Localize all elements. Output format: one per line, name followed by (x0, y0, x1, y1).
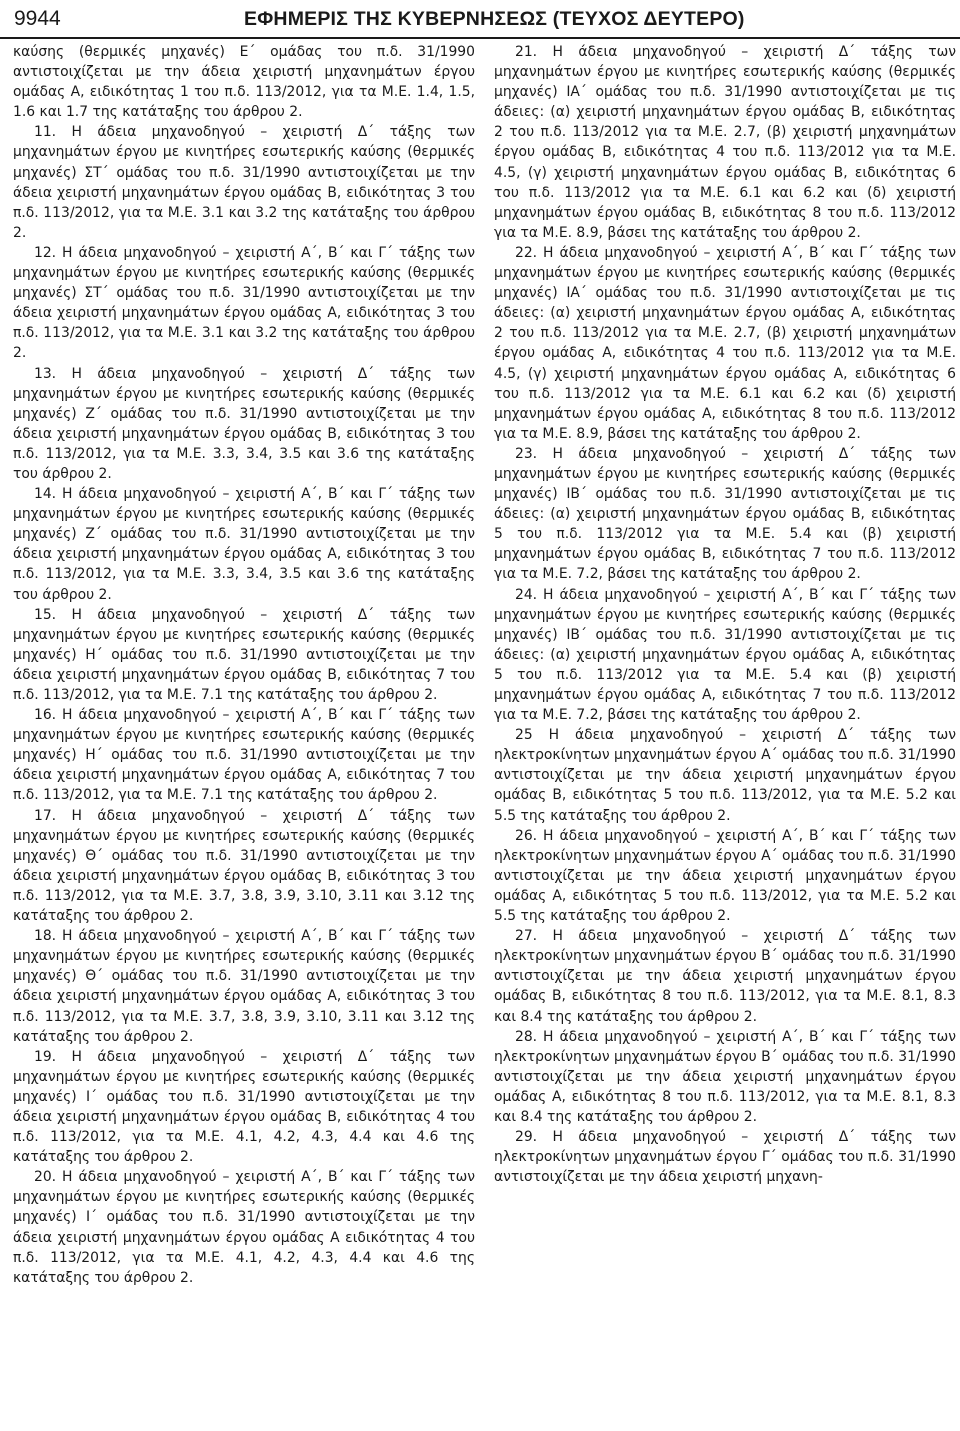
page-number: 9944 (14, 7, 61, 30)
right-column (494, 42, 956, 1187)
paragraph: 15. Η άδεια μηχανοδηγού – χειριστή Δ΄ τάξης των μηχανημάτων έργου με κινητήρες εσωτερικής καύσης (θερμικές μηχανές) Η΄ ομάδας του π.δ. 31/1990 αντιστοιχίζεται με την άδεια χειριστή μηχανημάτων έργου ομάδας Β, ειδικότητας 7 του π.δ. 113/2012, για τα Μ.Ε. 7.1 της κατάταξης του άρθρου 2. (13, 606, 475, 703)
paragraph: 24. Η άδεια μηχανοδηγού – χειριστή Α΄, Β΄ και Γ΄ τάξης των μηχανημάτων έργου με κινητήρες εσωτερικής καύσης (θερμικές μηχανές) ΙΒ΄ ομάδας του π.δ. 31/1990 αντιστοιχίζεται με τις άδειες: (α) χειριστή μηχανημάτων έργου ομάδας Α, ειδικότητας 5 του π.δ. 113/2012 για τα Μ.Ε. 5.4 και (β) χειριστή μηχανημάτων έργου ομάδας Α, ειδικότητας 7 του π.δ. 113/2012 για τα Μ.Ε. 7.2, βάσει της κατάταξης του άρθρου 2. (494, 586, 956, 724)
paragraph: 22. Η άδεια μηχανοδηγού – χειριστή Α΄, Β΄ και Γ΄ τάξης των μηχανημάτων έργου με κινητήρες εσωτερικής καύσης (θερμικές μηχανές) ΙΑ΄ ομάδας του π.δ. 31/1990 αντιστοιχίζεται με τις άδειες: (α) χειριστή μηχανημάτων έργου ομάδας Α, ειδικότητας 2 του π.δ. 113/2012 για τα Μ.Ε. 2.7, (β) χειριστή μηχανημάτων έργου ομάδας Α, ειδικότητας 4 του π.δ. 113/2012 για τα Μ.Ε. 4.5, (γ) χειριστή μηχανημάτων έργου ομάδας Α, ειδικότητας 6 του π.δ. 113/2012 για τα Μ.Ε. 6.1 και 6.2 και (δ) χειριστή μηχανημάτων έργου ομάδας Α, ειδικότητας 8 του π.δ. 113/2012 για τα Μ.Ε. 8.9, βάσει της κατάταξης του άρθρου 2. (494, 244, 956, 442)
paragraph: 26. Η άδεια μηχανοδηγού – χειριστή Α΄, Β΄ και Γ΄ τάξης των ηλεκτροκίνητων μηχανημάτων έργου Α΄ ομάδας του π.δ. 31/1990 αντιστοιχίζεται με την άδεια χειριστή μηχανημάτων έργου ομάδας Α, ειδικότητας 5 του π.δ. 113/2012, για τα Μ.Ε. 5.2 και 5.5 της κατάταξης του άρθρου 2. (494, 827, 956, 925)
paragraph: 14. Η άδεια μηχανοδηγού – χειριστή Α΄, Β΄ και Γ΄ τάξης των μηχανημάτων έργου με κινητήρες εσωτερικής καύσης (θερμικές μηχανές) Ζ΄ ομάδας του π.δ. 31/1990 αντιστοιχίζεται με την άδεια χειριστή μηχανημάτων έργου ομάδας Α, ειδικότητας 3 του π.δ. 113/2012, για τα Μ.Ε. 3.3, 3.4, 3.5 και 3.6 της κατάταξης του άρθρου 2. (13, 486, 475, 603)
page-header (14, 2, 946, 36)
paragraph: 20. Η άδεια μηχανοδηγού – χειριστή Α΄, Β΄ και Γ΄ τάξης των μηχανημάτων έργου με κινητήρες εσωτερικής καύσης (θερμικές μηχανές) Ι΄ ομάδας του π.δ. 31/1990 αντιστοιχίζεται με την άδεια χειριστή μηχανημάτων έργου ομάδας Α ειδικότητας 4 του π.δ. 113/2012, για τα Μ.Ε. 4.1, 4.2, 4.3, 4.4 και 4.6 της κατάταξης του άρθρου 2. (13, 1169, 475, 1286)
paragraph: 21. Η άδεια μηχανοδηγού – χειριστή Δ΄ τάξης των μηχανημάτων έργου με κινητήρες εσωτερικής καύσης (θερμικές μηχανές) ΙΑ΄ ομάδας του π.δ. 31/1990 αντιστοιχίζεται με τις άδειες: (α) χειριστή μηχανημάτων έργου ομάδας Β, ειδικότητας 2 του π.δ. 113/2012 για τα Μ.Ε. 2.7, (β) χειριστή μηχανημάτων έργου ομάδας Β, ειδικότητας 4 του π.δ. 113/2012 για τα Μ.Ε. 4.5, (γ) χειριστή μηχανημάτων έργου ομάδας Β, ειδικότητας 6 του π.δ. 113/2012 για τα Μ.Ε. 6.1 και 6.2 και (δ) χειριστή μηχανημάτων έργου ομάδας Β, ειδικότητας 8 του π.δ. 113/2012 για τα Μ.Ε. 8.9, βάσει της κατάταξης του άρθρου 2. (494, 44, 956, 241)
paragraph: 25 Η άδεια μηχανοδηγού – χειριστή Δ΄ τάξης των ηλεκτροκίνητων μηχανημάτων έργου Α΄ ομάδας του π.δ. 31/1990 αντιστοιχίζεται με την άδεια χειριστή μηχανημάτων έργου ομάδας Β, ειδικότητας 5 του π.δ. 113/2012, για τα Μ.Ε. 5.2 και 5.5 της κατάταξης του άρθρου 2. (494, 727, 956, 824)
paragraph: καύσης (θερμικές μηχανές) Ε΄ ομάδας του π.δ. 31/1990 αντιστοιχίζεται με την άδεια χειριστή μηχανημάτων έργου ομάδας Α, ειδικότητας 1 του π.δ. 113/2012, για τα Μ.Ε. 1.4, 1.5, 1.6 και 1.7 της κατάταξης του άρθρου 2. (13, 44, 475, 121)
paragraph: 23. Η άδεια μηχανοδηγού – χειριστή Δ΄ τάξης των μηχανημάτων έργου με κινητήρες εσωτερικής καύσης (θερμικές μηχανές) ΙΒ΄ ομάδας του π.δ. 31/1990 αντιστοιχίζεται με τις άδειες: (α) χειριστή μηχανημάτων έργου ομάδας Β, ειδικότητας 5 του π.δ. 113/2012 για τα Μ.Ε. 5.4 και (β) χειριστή μηχανημάτων έργου ομάδας Β, ειδικότητας 7 του π.δ. 113/2012 για τα Μ.Ε. 7.2, βάσει της κατάταξης του άρθρου 2. (494, 445, 956, 583)
paragraph: 19. Η άδεια μηχανοδηγού – χειριστή Δ΄ τάξης των μηχανημάτων έργου με κινητήρες εσωτερικής καύσης (θερμικές μηχανές) Ι΄ ομάδας του π.δ. 31/1990 αντιστοιχίζεται με την άδεια χειριστή μηχανημάτων έργου ομάδας Β, ειδικότητας 4 του π.δ. 113/2012, για τα Μ.Ε. 4.1, 4.2, 4.3, 4.4 και 4.6 της κατάταξης του άρθρου 2. (13, 1048, 475, 1166)
paragraph: 29. Η άδεια μηχανοδηγού – χειριστή Δ΄ τάξης των ηλεκτροκίνητων μηχανημάτων έργου Γ΄ ομάδας του π.δ. 31/1990 αντιστοιχίζεται με την άδεια χειριστή μηχανη- (494, 1129, 956, 1186)
paragraph: 16. Η άδεια μηχανοδηγού – χειριστή Α΄, Β΄ και Γ΄ τάξης των μηχανημάτων έργου με κινητήρες εσωτερικής καύσης (θερμικές μηχανές) Η΄ ομάδας του π.δ. 31/1990 αντιστοιχίζεται με την άδεια χειριστή μηχανημάτων έργου ομάδας Α, ειδικότητας 7 του π.δ. 113/2012, για τα Μ.Ε. 7.1 της κατάταξης του άρθρου 2. (13, 707, 475, 804)
paragraph: 28. Η άδεια μηχανοδηγού – χειριστή Α΄, Β΄ και Γ΄ τάξης των ηλεκτροκίνητων μηχανημάτων έργου Β΄ ομάδας του π.δ. 31/1990 αντιστοιχίζεται με την άδεια χειριστή μηχανημάτων έργου ομάδας Α, ειδικότητας 8 του π.δ. 113/2012, για τα Μ.Ε. 8.1, 8.3 και 8.4 της κατάταξης του άρθρου 2. (494, 1028, 956, 1125)
paragraph: 11. Η άδεια μηχανοδηγού – χειριστή Δ΄ τάξης των μηχανημάτων έργου με κινητήρες εσωτερικής καύσης (θερμικές μηχανές) ΣΤ΄ ομάδας του π.δ. 31/1990 αντιστοιχίζεται με την άδεια χειριστή μηχανημάτων έργου ομάδας Β, ειδικότητας 3 του π.δ. 113/2012, για τα Μ.Ε. 3.1 και 3.2 της κατάταξης του άρθρου 2. (13, 124, 475, 241)
paragraph: 27. Η άδεια μηχανοδηγού – χειριστή Δ΄ τάξης των ηλεκτροκίνητων μηχανημάτων έργου Β΄ ομάδας του π.δ. 31/1990 αντιστοιχίζεται με την άδεια χειριστή μηχανημάτων έργου ομάδας Β, ειδικότητας 8 του π.δ. 113/2012, για τα Μ.Ε. 8.1, 8.3 και 8.4 της κατάταξης του άρθρου 2. (494, 928, 956, 1025)
left-column (13, 42, 475, 1288)
paragraph: 18. Η άδεια μηχανοδηγού – χειριστή Α΄, Β΄ και Γ΄ τάξης των μηχανημάτων έργου με κινητήρες εσωτερικής καύσης (θερμικές μηχανές) Θ΄ ομάδας του π.δ. 31/1990 αντιστοιχίζεται με την άδεια χειριστή μηχανημάτων έργου ομάδας Α, ειδικότητας 3 του π.δ. 113/2012, για τα Μ.Ε. 3.7, 3.8, 3.9, 3.10, 3.11 και 3.12 της κατάταξης του άρθρου 2. (13, 928, 475, 1045)
paragraph: 13. Η άδεια μηχανοδηγού – χειριστή Δ΄ τάξης των μηχανημάτων έργου με κινητήρες εσωτερικής καύσης (θερμικές μηχανές) Ζ΄ ομάδας του π.δ. 31/1990 αντιστοιχίζεται με την άδεια χειριστή μηχανημάτων έργου ομάδας Β, ειδικότητας 3 του π.δ. 113/2012, για τα Μ.Ε. 3.3, 3.4, 3.5 και 3.6 της κατάταξης του άρθρου 2. (13, 365, 475, 482)
paragraph: 17. Η άδεια μηχανοδηγού – χειριστή Δ΄ τάξης των μηχανημάτων έργου με κινητήρες εσωτερικής καύσης (θερμικές μηχανές) Θ΄ ομάδας του π.δ. 31/1990 αντιστοιχίζεται με την άδεια χειριστή μηχανημάτων έργου ομάδας Β, ειδικότητας 3 του π.δ. 113/2012, για τα Μ.Ε. 3.7, 3.8, 3.9, 3.10, 3.11 και 3.12 της κατάταξης του άρθρου 2. (13, 807, 475, 925)
header-rule (0, 37, 960, 39)
gazette-title: ΕΦΗΜΕΡΙΣ ΤΗΣ ΚΥΒΕΡΝΗΣΕΩΣ (ΤΕΥΧΟΣ ΔΕΥΤΕΡΟ) (244, 7, 745, 30)
paragraph: 12. Η άδεια μηχανοδηγού – χειριστή Α΄, Β΄ και Γ΄ τάξης των μηχανημάτων έργου με κινητήρες εσωτερικής καύσης (θερμικές μηχανές) ΣΤ΄ ομάδας του π.δ. 31/1990 αντιστοιχίζεται με την άδεια χειριστή μηχανημάτων έργου ομάδας Α, ειδικότητας 3 του π.δ. 113/2012, για τα Μ.Ε. 3.1 και 3.2 της κατάταξης του άρθρου 2. (13, 244, 475, 362)
